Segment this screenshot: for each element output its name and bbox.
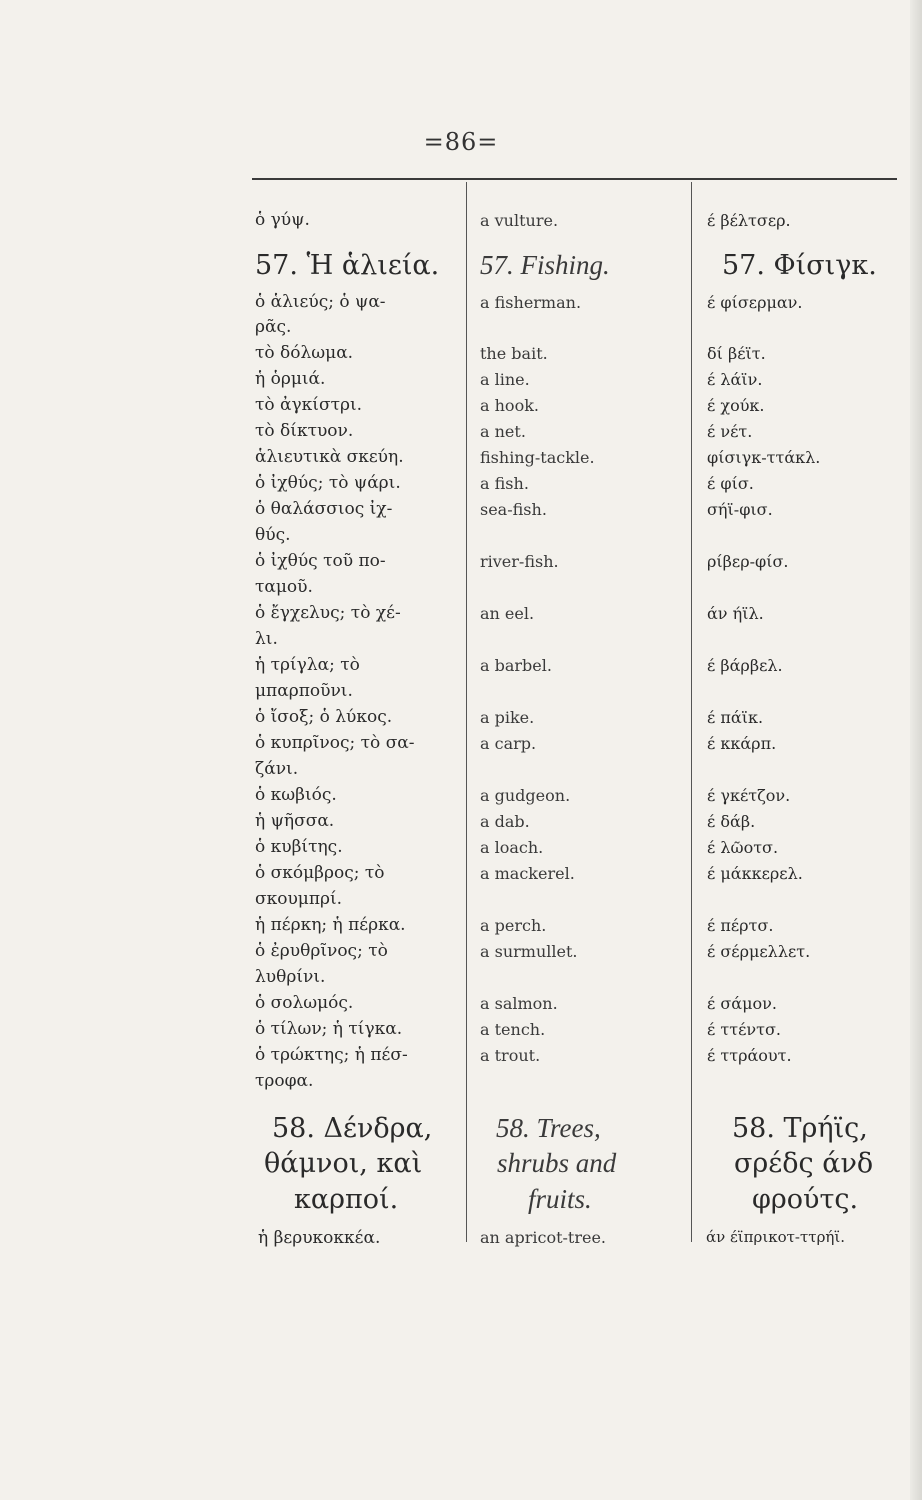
english-line: a mackerel.: [480, 864, 575, 883]
english-line: a fish.: [480, 474, 529, 493]
english-line: an apricot-tree.: [480, 1228, 607, 1247]
english-line: a surmullet.: [480, 942, 578, 961]
pronunciation-line: έ ττράουτ.: [707, 1046, 792, 1065]
greek-line: σκουμπρί.: [255, 889, 343, 909]
greek-line: ἡ ὁρμιά.: [255, 369, 326, 389]
greek-line: τὸ δόλωμα.: [255, 343, 354, 363]
greek-section-heading: καρποί.: [294, 1184, 399, 1215]
pronunciation-line: έ ττέντσ.: [707, 1020, 781, 1039]
english-section-heading: shrubs and: [497, 1148, 617, 1178]
greek-line: ὁ ἴσοξ; ὁ λύκος.: [255, 707, 393, 727]
pronunciation-line: έ λῶοτσ.: [707, 838, 779, 857]
greek-line: ἡ τρίγλα; τὸ: [255, 655, 360, 675]
pronunciation-line: έ βάρβελ.: [707, 656, 783, 675]
greek-line: ὁ κυβίτης.: [255, 837, 343, 857]
greek-line: ὁ σολωμός.: [255, 993, 354, 1013]
english-line: river-fish.: [480, 552, 559, 571]
english-section-heading: 58. Trees,: [496, 1113, 601, 1143]
greek-section-heading: θάμνοι, καὶ: [264, 1148, 423, 1179]
pronunciation-line: άν έϊπρικοτ-ττρήϊ.: [706, 1228, 846, 1246]
greek-line: ἡ βερυκοκκέα.: [258, 1228, 381, 1248]
english-line: a dab.: [480, 812, 530, 831]
pronunciation-line: έ μάκκερελ.: [707, 864, 803, 883]
pronunciation-line: έ νέτ.: [707, 422, 753, 441]
english-section-heading: fruits.: [528, 1184, 592, 1214]
pronunciation-line: φίσιγκ-ττάκλ.: [707, 448, 821, 467]
page-edge: [910, 0, 922, 1500]
english-line: a vulture.: [480, 211, 559, 230]
greek-line: τὸ ἀγκίστρι.: [255, 395, 363, 415]
pronunciation-line: έ δάβ.: [707, 812, 756, 831]
greek-line: ὁ κυπρῖνος; τὸ σα-: [255, 733, 415, 753]
english-line: a salmon.: [480, 994, 558, 1013]
english-line: a loach.: [480, 838, 544, 857]
english-line: fishing-tackle.: [480, 448, 595, 467]
greek-section-heading: 57. Ἡ ἁλιεία.: [255, 250, 440, 281]
greek-line: ὁ ἔγχελυς; τὸ χέ-: [255, 603, 401, 623]
pronunciation-line: δί βέϊτ.: [707, 344, 766, 363]
greek-line: ὁ ἰχθύς τοῦ πο-: [255, 551, 386, 571]
greek-line: ὁ ἰχθύς; τὸ ψάρι.: [255, 473, 401, 493]
pronunciation-line: έ γκέτζον.: [707, 786, 791, 805]
greek-line: ὁ σκόμβρος; τὸ: [255, 863, 385, 883]
english-line: an eel.: [480, 604, 535, 623]
pronunciation-line: έ κκάρπ.: [707, 734, 777, 753]
greek-line: ὁ τίλων; ἡ τίγκα.: [255, 1019, 403, 1039]
greek-line: ὁ κωβιός.: [255, 785, 337, 805]
english-line: the bait.: [480, 344, 548, 363]
pronunciation-line: έ πέρτσ.: [707, 916, 774, 935]
pronunciation-line: έ χούκ.: [707, 396, 765, 415]
english-line: a hook.: [480, 396, 539, 415]
english-line: a perch.: [480, 916, 547, 935]
pronunciation-line: άν ήϊλ.: [707, 604, 764, 623]
english-section-heading: 57. Fishing.: [480, 250, 610, 280]
pronunciation-line: έ σέρμελλετ.: [707, 942, 811, 961]
english-line: a line.: [480, 370, 530, 389]
greek-line: ὁ θαλάσσιος ἰχ-: [255, 499, 393, 519]
greek-line: ὁ ἐρυθρῖνος; τὸ: [255, 941, 388, 961]
greek-line: ὁ γύψ.: [255, 210, 310, 230]
pronunciation-line: έ λάϊν.: [707, 370, 763, 389]
greek-line: ἡ ψῆσσα.: [255, 811, 335, 831]
pronunciation-section-heading: σρέδς άνδ: [734, 1148, 874, 1179]
greek-line: ἁλιευτικὰ σκεύη.: [255, 447, 404, 467]
column-divider-2: [691, 182, 692, 1242]
greek-line: λυθρίνι.: [255, 967, 326, 987]
greek-line: λι.: [255, 629, 278, 649]
pronunciation-line: ρίβερ-φίσ.: [707, 552, 789, 571]
pronunciation-line: έ φίσ.: [707, 474, 754, 493]
english-line: a pike.: [480, 708, 535, 727]
greek-line: ὁ ἁλιεύς; ὁ ψα-: [255, 292, 386, 312]
english-line: a barbel.: [480, 656, 552, 675]
english-line: a tench.: [480, 1020, 546, 1039]
greek-line: ρᾶς.: [255, 317, 292, 337]
column-divider-1: [466, 182, 467, 1242]
greek-line: θύς.: [255, 525, 291, 545]
pronunciation-line: έ φίσερμαν.: [707, 293, 803, 312]
english-line: a gudgeon.: [480, 786, 571, 805]
pronunciation-section-heading: 57. Φίσιγκ.: [722, 250, 877, 281]
pronunciation-line: σήϊ-φισ.: [707, 500, 773, 519]
pronunciation-line: έ πάϊκ.: [707, 708, 764, 727]
pronunciation-section-heading: 58. Τρήϊς,: [732, 1113, 868, 1144]
page-number: =86=: [423, 128, 499, 156]
greek-line: τροφα.: [255, 1071, 314, 1091]
english-line: a net.: [480, 422, 526, 441]
header-rule: [252, 178, 897, 180]
greek-line: ὁ τρώκτης; ἡ πέσ-: [255, 1045, 408, 1065]
english-line: sea-fish.: [480, 500, 547, 519]
pronunciation-line: έ βέλτσερ.: [707, 211, 791, 230]
greek-section-heading: 58. Δένδρα,: [272, 1113, 433, 1144]
greek-line: τὸ δίκτυον.: [255, 421, 354, 441]
pronunciation-line: έ σάμον.: [707, 994, 777, 1013]
english-line: a trout.: [480, 1046, 541, 1065]
greek-line: ζάνι.: [255, 759, 299, 779]
greek-line: μπαρποῦνι.: [255, 681, 353, 701]
english-line: a fisherman.: [480, 293, 582, 312]
greek-line: ταμοῦ.: [255, 577, 313, 597]
pronunciation-section-heading: φρούτς.: [752, 1184, 859, 1215]
greek-line: ἡ πέρκη; ἡ πέρκα.: [255, 915, 406, 935]
english-line: a carp.: [480, 734, 537, 753]
